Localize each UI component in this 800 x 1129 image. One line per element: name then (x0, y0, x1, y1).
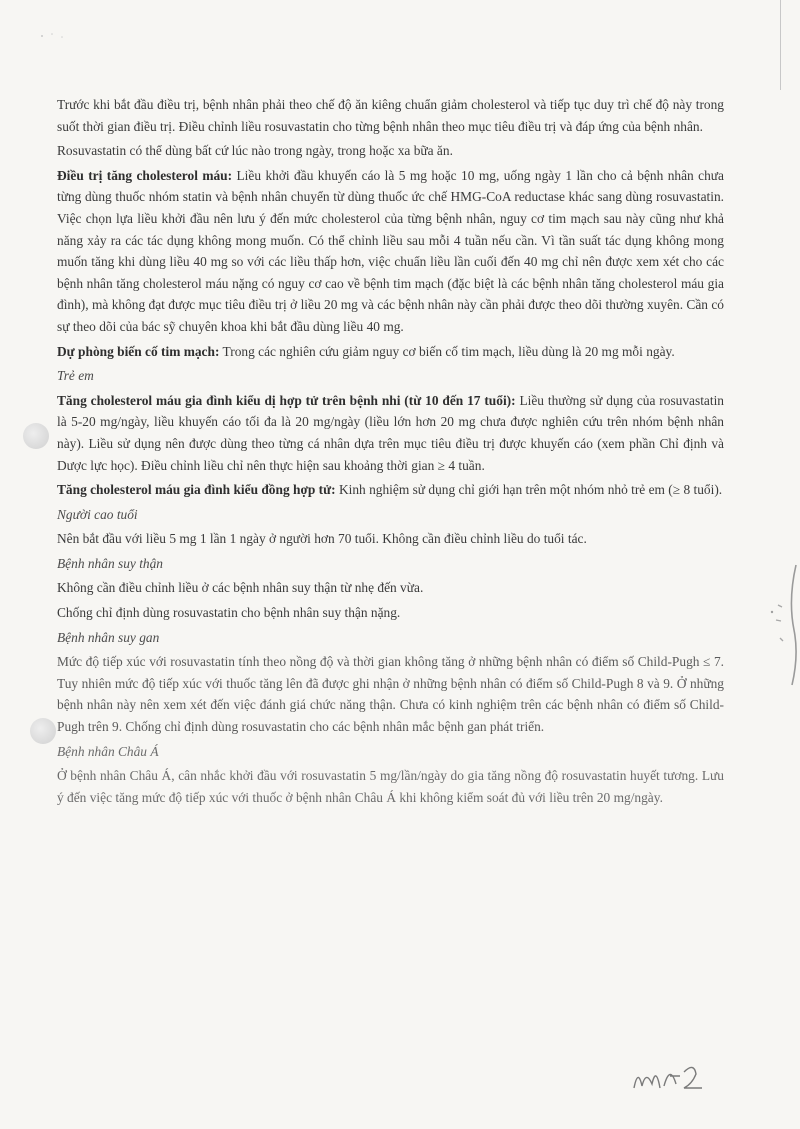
cv-prevention-text: Trong các nghiên cứu giảm nguy cơ biến cố tim mạch, liều dùng là 20 mg mỗi ngày. (219, 343, 675, 359)
intro-paragraph: Trước khi bắt đầu điều trị, bệnh nhân phải theo chế độ ăn kiêng chuẩn giảm cholesterol và tiếp tục duy trì chế độ này trong suốt thời gian điều trị. Điều chỉnh liều rosuvastatin cho từng bệnh nhân theo mục tiêu điều trị và đáp ứng của bệnh nhân. (57, 97, 724, 134)
hefh-paragraph (57, 390, 724, 476)
asian-text: Ở bệnh nhân Châu Á, cân nhắc khởi đầu với rosuvastatin 5 mg/lần/ngày do gia tăng nồng độ rosuvastatin huyết tương. Lưu ý đến việc tăng mức độ tiếp xúc với thuốc ở bệnh nhân Châu Á khi không kiểm soát đủ với liều trên 20 mg/ngày. (57, 768, 724, 805)
renal-heading: Bệnh nhân suy thận (57, 555, 163, 571)
hepatic-text: Mức độ tiếp xúc với rosuvastatin tính theo nồng độ và thời gian không tăng ở những bệnh nhân có điểm số Child-Pugh ≤ 7. Tuy nhiên mức độ tiếp xúc với thuốc tăng lên đã được ghi nhận ở những bệnh nhân có điểm số Child-Pugh 8 và 9. Ở những bệnh nhân này nên xem xét đến việc đánh giá chức năng thận. Chưa có kinh nghiệm trên các bệnh nhân có điểm số Child-Pugh trên 9. Chống chỉ định dùng rosuvastatin cho các bệnh nhân mắc bệnh gan phát triển. (57, 654, 724, 735)
hofh-lead: Tăng cholesterol máu gia đình kiểu đồng hợp tử: (57, 482, 336, 498)
asian-heading: Bệnh nhân Châu Á (57, 743, 159, 759)
handwritten-initials (630, 1058, 720, 1098)
page-edge-stamp (766, 560, 800, 690)
hefh-text: Liều thường sử dụng của rosuvastatin là 5-20 mg/ngày, liều khuyến cáo tối đa là 20 mg/ngày (liều lớn hơn 20 mg chưa được nghiên cứu trên nhóm bệnh nhân này). Liều sử dụng nên được dùng theo từng cá nhân dựa trên mục tiêu điều trị được khuyến cáo (xem phần Chỉ định và Dược lực học). Điều chỉnh liều chỉ nên thực hiện sau khoảng thời gian ≥ 4 tuần. (57, 392, 725, 473)
hypercholesterolemia-text: Liều khởi đầu khuyến cáo là 5 mg hoặc 10 mg, uống ngày 1 lần cho cả bệnh nhân chưa từng dùng thuốc nhóm statin và bệnh nhân chuyển từ dùng thuốc ức chế HMG-CoA reductase khác sang dùng rosuvastatin. Việc chọn lựa liều khởi đầu nên lưu ý đến mức cholesterol của từng bệnh nhân, nguy cơ tim mạch sau này cũng như khả năng xảy ra các tác dụng không mong muốn. Có thể chỉnh liều sau mỗi 4 tuần nếu cần. Vì tần suất tác dụng không mong muốn tăng khi dùng liều 40 mg so với các liều thấp hơn, việc chuẩn liều lần cuối đến 40 mg chỉ nên được xem xét cho các bệnh nhân tăng cholesterol máu nặng có nguy cơ cao về bệnh tim mạch (đặc biệt là các bệnh nhân tăng cholesterol máu gia đình), mà không đạt được mục tiêu điều trị ở liều 20 mg và các bệnh nhân này cần phải được theo dõi thường xuyên. Cần có sự theo dõi của bác sỹ chuyên khoa khi bắt đầu dùng liều 40 mg. (57, 167, 724, 334)
hefh-lead: Tăng cholesterol máu gia đình kiểu dị hợp tử trên bệnh nhi (từ 10 đến 17 tuổi): (57, 392, 516, 408)
cv-prevention-paragraph (57, 341, 724, 363)
scan-speck (38, 30, 68, 42)
renal-text-1: Không cần điều chỉnh liều ở các bệnh nhân suy thận từ nhẹ đến vừa. (57, 580, 424, 596)
punch-hole-upper (23, 423, 49, 449)
hepatic-heading: Bệnh nhân suy gan (57, 629, 160, 645)
elderly-heading: Người cao tuổi (57, 506, 138, 522)
cv-prevention-lead: Dự phòng biến cố tim mạch: (57, 343, 220, 359)
punch-hole-lower (30, 718, 56, 744)
hofh-text: Kinh nghiệm sử dụng chỉ giới hạn trên một nhóm nhỏ trẻ em (≥ 8 tuổi). (335, 482, 723, 498)
elderly-text: Nên bắt đầu với liều 5 mg 1 lần 1 ngày ở người hơn 70 tuổi. Không cần điều chỉnh liều do tuổi tác. (57, 531, 587, 547)
hofh-paragraph (57, 479, 724, 501)
renal-text-2: Chống chỉ định dùng rosuvastatin cho bệnh nhân suy thận nặng. (57, 605, 401, 621)
hypercholesterolemia-lead: Điều trị tăng cholesterol máu: (57, 167, 233, 183)
hypercholesterolemia-paragraph (57, 165, 724, 338)
timing-paragraph: Rosuvastatin có thể dùng bất cứ lúc nào trong ngày, trong hoặc xa bữa ăn. (57, 143, 453, 159)
scan-edge-line (780, 0, 781, 90)
children-heading: Trẻ em (57, 368, 94, 384)
document-body (57, 94, 724, 811)
